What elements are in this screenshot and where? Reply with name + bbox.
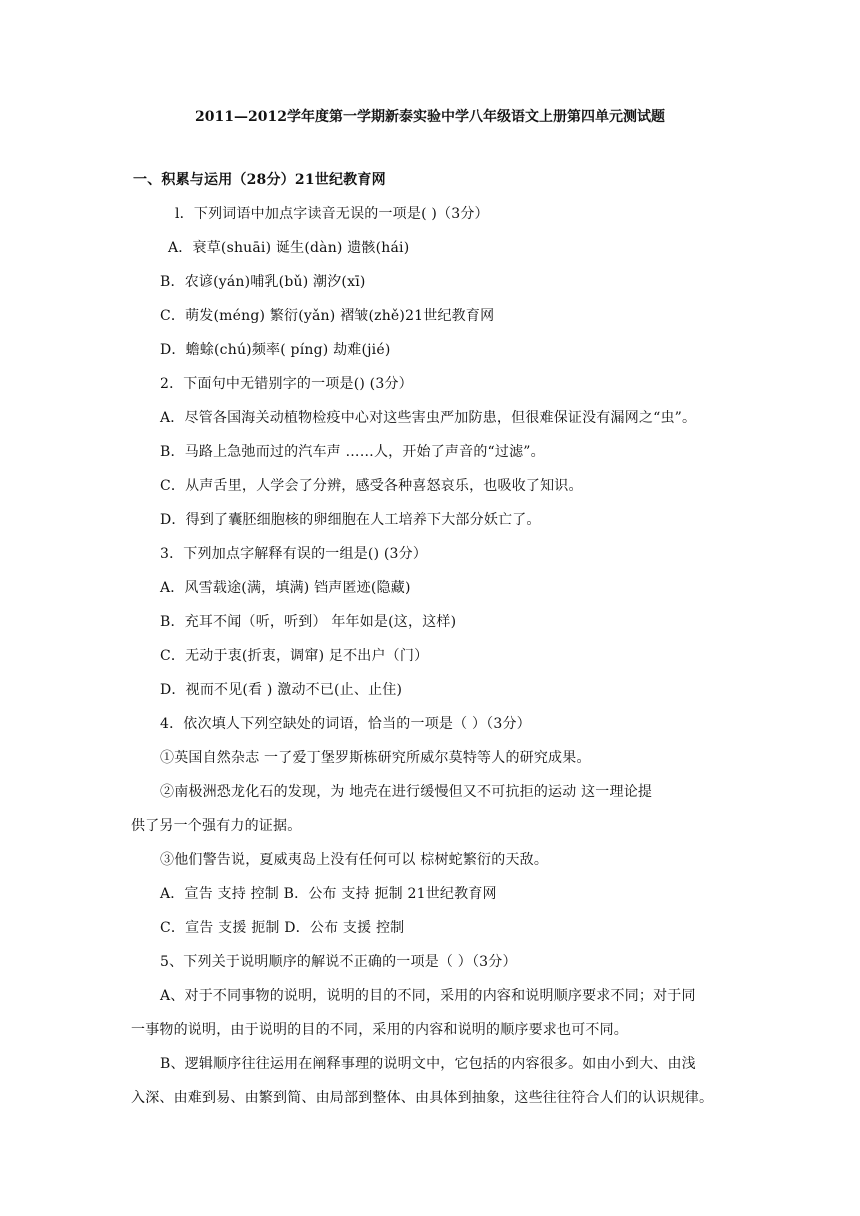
question-4-sentence-3: ③他们警告说，夏威夷岛上没有任何可以 棕树蛇繁衍的天敌。 xyxy=(160,852,549,868)
question-2-option-d: D．得到了囊胚细胞核的卵细胞在人工培养下大部分妖亡了。 xyxy=(160,512,541,528)
question-1-stem: l．下列词语中加点字读音无误的一项是( )（3分） xyxy=(175,206,489,222)
question-4-sentence-2-cont: 供了另一个强有力的证据。 xyxy=(131,818,302,834)
question-4-options-ab: A．宣告 支持 控制 B．公布 支持 扼制 21世纪教育网 xyxy=(160,886,497,902)
question-5-option-b-cont: 入深、由难到易、由繁到简、由局部到整体、由具体到抽象，这些往往符合人们的认识规律。 xyxy=(131,1090,714,1106)
question-3-stem: 3．下列加点字解释有误的一组是() (3分） xyxy=(160,546,428,562)
question-2-option-b: B．马路上急弛而过的汽车声 ……人，开始了声音的“过滤”。 xyxy=(160,444,545,460)
question-1-option-a: A．衰草(shuāi) 诞生(dàn) 遗骸(hái) xyxy=(168,240,410,256)
question-5-option-a: A、对于不同事物的说明，说明的目的不同，采用的内容和说明顺序要求不同；对于同 xyxy=(160,988,696,1004)
question-5-stem: 5、下列关于说明顺序的解说不正确的一项是（ ）（3分） xyxy=(160,954,517,970)
question-3-option-b: B．充耳不闻（听，听到） 年年如是(这，这样) xyxy=(160,614,457,630)
section-heading: 一、积累与运用（28分）21世纪教育网 xyxy=(133,172,386,188)
document-title: 2011—2012学年度第一学期新泰实验中学八年级语文上册第四单元测试题 xyxy=(195,109,665,125)
question-3-option-d: D．视而不见(看 ) 激动不已(止、止住) xyxy=(160,682,403,698)
question-4-options-cd: C．宣告 支援 扼制 D．公布 支援 控制 xyxy=(160,920,405,936)
question-2-stem: 2．下面句中无错别字的一项是() (3分） xyxy=(160,376,413,392)
question-3-option-a: A．风雪载途(满，填满) 铛声匿迹(隐藏) xyxy=(160,580,411,596)
question-5-option-a-cont: 一事物的说明，由于说明的目的不同，采用的内容和说明的顺序要求也可不同。 xyxy=(131,1022,628,1038)
question-4-stem: 4．依次填人下列空缺处的词语，恰当的一项是（ ）（3分） xyxy=(160,716,531,732)
question-2-option-c: C．从声舌里，人学会了分辨，感受各种喜怒哀乐，也吸收了知识。 xyxy=(160,478,583,494)
question-4-sentence-2: ②南极洲恐龙化石的发现，为 地壳在进行缓慢但又不可抗拒的运动 这一理论提 xyxy=(160,784,653,800)
question-2-option-a: A．尽管各国海关动植物检疫中心对这些害虫严加防患，但很难保证没有漏网之“虫”。 xyxy=(160,410,697,426)
question-5-option-b: B、逻辑顺序往往运用在阐释事理的说明文中，它包括的内容很多。如由小到大、由浅 xyxy=(160,1056,696,1072)
question-3-option-c: C．无动于衷(折衷，调窜) 足不出户（门） xyxy=(160,648,429,664)
question-4-sentence-1: ①英国自然杂志 一了爱丁堡罗斯栋研究所威尔莫特等人的研究成果。 xyxy=(160,750,591,766)
question-1-option-b: B．农谚(yán)哺乳(bǔ) 潮汐(xī) xyxy=(160,274,366,290)
question-1-option-c: C．萌发(méng) 繁衍(yǎn) 褶皱(zhě)21世纪教育网 xyxy=(160,308,495,324)
question-1-option-d: D．蟾蜍(chú)频率( píng) 劫难(jié) xyxy=(160,342,391,358)
